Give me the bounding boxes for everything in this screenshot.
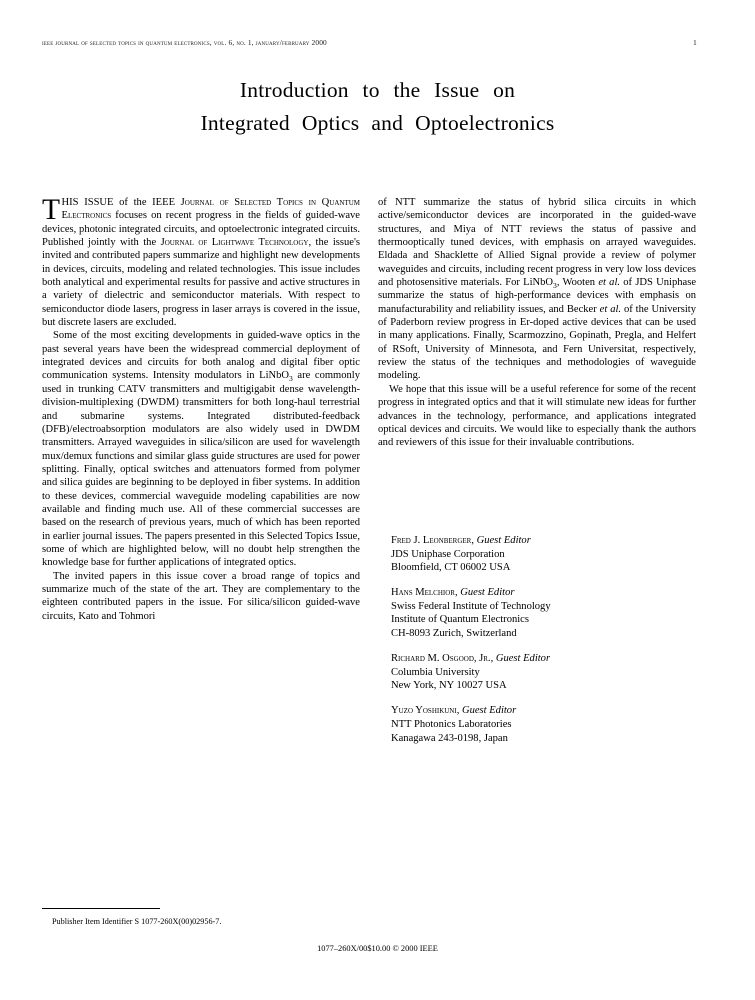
guest-editors-block [336,534,654,757]
editor-affiliation: JDS Uniphase Corporation [391,548,505,560]
running-head-journal: ieee journal of selected topics in quantum electronics, vol. 6, no. 1, january/february 2000 [42,38,327,47]
summaries-text-b: , Wooten [556,277,599,289]
editor-name: Hans Melchior, [391,587,458,599]
et-al-wooten: et al. [598,277,621,289]
editor-name-role-line [391,652,654,666]
editor-address: CH-8093 Zurich, Switzerland [391,628,517,640]
summaries-text-c: of JDS Uniphase summarize the status of high-performance devices with emphasis on manufacturability and reliability issues, and Becker [378,277,697,315]
paragraph-intro [42,196,360,329]
editor-address: Kanagawa 243-0198, Japan [391,732,508,744]
intro-lead-smallcaps: HIS ISSUE [61,197,114,208]
editor-name-role-line [391,534,654,548]
paragraph-paper-summaries [378,196,696,383]
page-number: 1 [693,38,697,47]
paragraph-invited-papers: The invited papers in this issue cover a broad range of topics and summarize much of the state of the art. They are complementary to the eighteen contributed papers in the issue. For silica/silicon guided-wave circuits, Kato and Tohmori [42,570,360,622]
paragraph-developments [42,329,360,569]
editor-name-role-line [391,586,654,600]
editor-affiliation: Columbia University [391,666,480,678]
left-column [42,196,360,623]
running-head [42,38,713,50]
publisher-item-identifier: Publisher Item Identifier S 1077-260X(00)02956-7. [52,917,222,926]
journal-name-jlt: Journal of Lightwave Technology [160,237,309,249]
editor-affiliation: NTT Photonics Laboratories [391,719,512,731]
editor-address: Bloomfield, CT 06002 USA [391,562,511,574]
right-column [378,196,696,450]
intro-text-a: of the [113,197,153,208]
editor-role: Guest Editor [495,653,551,665]
drop-cap: T [42,194,61,226]
editor-name: Fred J. Leonberger, [391,535,474,546]
editor-affiliation: Swiss Federal Institute of Technology [391,600,551,612]
intro-text-c: , the issue's invited and contributed papers summarize and highlight new developments in devices, circuits, modeling and related technologies. This issue includes both analytical and experimental results for passive and active structures in a variety of dielectric and semiconductor materials. With respect to semiconductor diode lasers, progress in laser arrays is covered in the issue, but discrete lasers are excluded. [42,237,360,329]
intro-text-b: focuses on recent progress in the fields of guided-wave devices, photonic integrated circuits, and optoelectronic integrated circuits. Published jointly with the [42,210,360,249]
summaries-text-a: of NTT summarize the status of hybrid silica circuits in which active/semiconductor devices are incorporated in the guided-wave structures, and Miya of NTT reviews the status of passive and thermooptically tuned devices, with emphasis on arrayed waveguides. Eldada and Shacklette of Allied Signal provide a review of polymer waveguides and circuits, including recent progress in very low loss devices and photosensitive materials. For LiNbO [378,197,696,289]
copyright-line: 1077–260X/00$10.00 © 2000 IEEE [317,944,438,953]
editor-entry-melchior [336,586,654,640]
editor-role: Guest Editor [461,705,517,717]
paragraph-closing: We hope that this issue will be a useful reference for some of the recent progress in integrated optics and that it will stimulate new ideas for further advances in the technology, performance, and applications integrated optical devices and circuits. We would like to especially thank the authors and reviewers of this issue for their invaluable contributions. [378,383,696,449]
developments-text-a: Some of the most exciting developments in guided-wave optics in the past several years have been the widespread commercial deployment of integrated devices and circuits for both analog and digital fiber optic communication systems. Intensity modulators in LiNbO [42,330,360,382]
editor-affiliation-secondary: Institute of Quantum Electronics [391,614,529,626]
editor-role: Guest Editor [460,587,515,599]
subscript-three-left: 3 [289,374,293,384]
developments-text-b: are commonly used in trunking CATV transmitters and multigigabit dense wavelength-division-multiplexing (DWDM) transmitters for both long-haul terrestrial and submarine systems. Integrated distributed-feedback (DFB)/electroabsorption modulators are also widely used in DWDM transmitters. Arrayed waveguides in silica/silicon are used for wavelength mux/demux functions and similar glass guide structures are used for power splitting. Finally, optical switches and attenuators formed from polymer and silica guides are beginning to be deployed in fiber systems. In addition to these devices, commercial waveguide modeling capabilities are now available and finding much use. All of these commercial successes are based on the research of previous years, much of which has been reported in earlier journal issues. The papers presented in this Selected Topics Issue, some of which are highlighted below, will no doubt help strengthen the knowledge base for further applications of integrated optics. [42,370,361,569]
editor-name: Richard M. Osgood, Jr., [391,653,494,665]
summaries-text-d: of the University of Paderborn review progress in Er-doped active devices that can be used in many applications. Finally, Scarmozzino, Gopinath, Pregla, and Helfert of RSoft, University of Minnesota, and Fern Universitat, respectively, review the status of the techniques and methodologies of waveguide modeling. [378,303,696,382]
page-title [90,74,665,140]
title-line-2: Integrated Optics and Optoelectronics [200,111,555,135]
journal-name-jstqe: IEEE Journal of Selected Topics in Quantum Electronics [61,197,360,222]
editor-name: Yuzo Yoshikuni, [391,705,460,717]
editor-address: New York, NY 10027 USA [391,680,507,692]
et-al-becker: et al. [599,303,622,315]
editor-role: Guest Editor [476,535,531,546]
editor-entry-osgood [336,652,654,693]
editor-entry-yoshikuni [336,704,654,745]
footnote-separator-rule [42,908,160,909]
editor-entry-leonberger [336,534,654,575]
subscript-three-right: 3 [553,281,557,291]
title-line-1: Introduction to the Issue on [239,78,516,102]
editor-name-role-line [391,704,654,718]
